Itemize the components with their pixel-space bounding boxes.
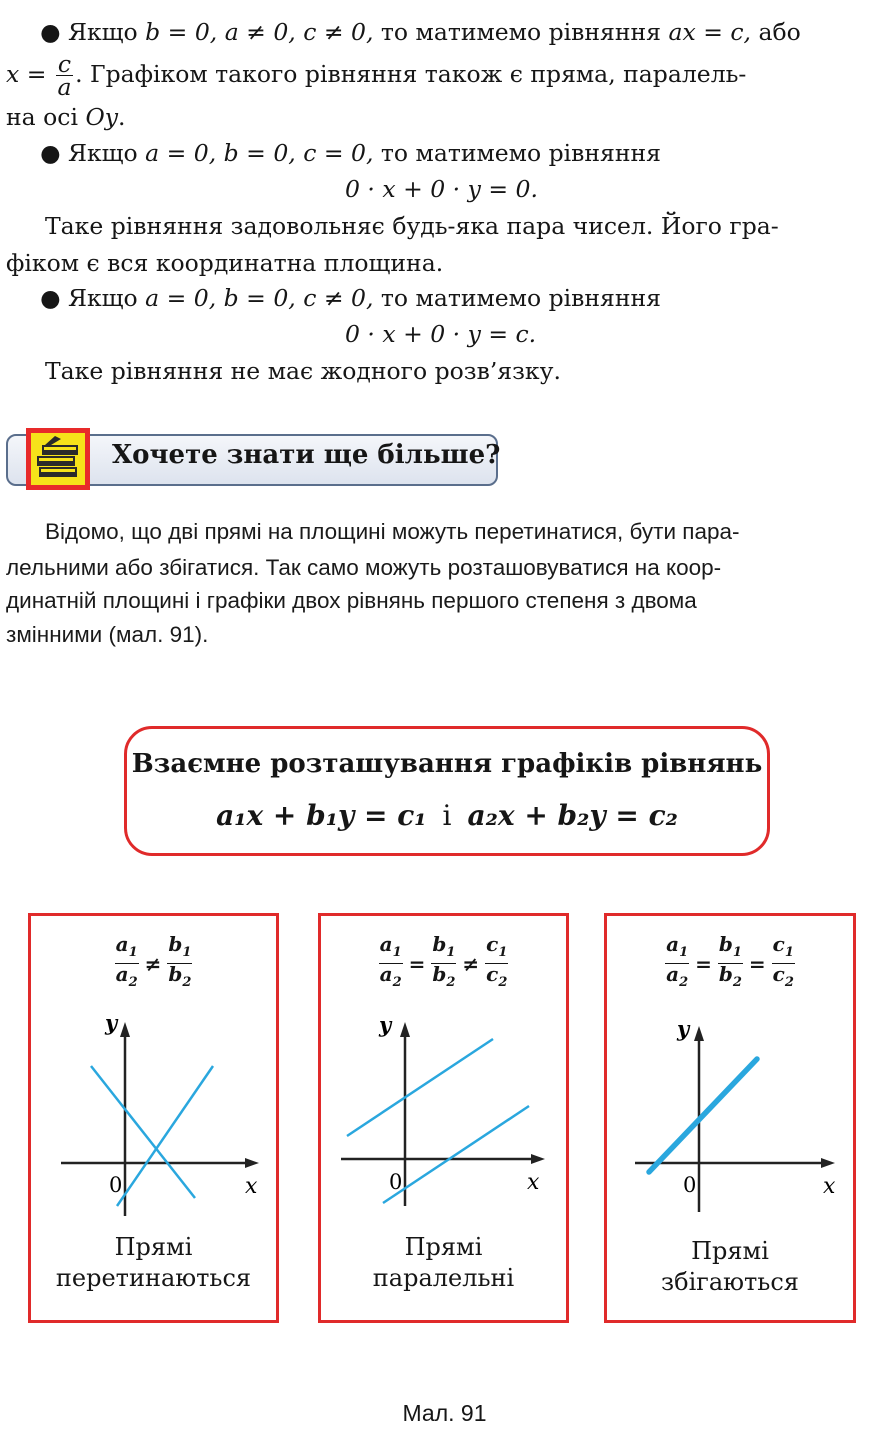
axis-x-label: x	[245, 1174, 258, 1199]
panel-caption	[321, 1232, 566, 1294]
caption-line-1: Прямі	[114, 1233, 193, 1261]
axis-y-label: y	[105, 1010, 118, 1035]
figure-caption: Мал. 91	[402, 1400, 487, 1426]
caption-line-1: Прямі	[691, 1237, 769, 1265]
origin-label: 0	[683, 1173, 697, 1197]
equation-left: a₁x + b₁y = c₁	[216, 799, 427, 832]
panel-condition: $\frac{a_1}{a_2}$ = $\frac{b_1}{b_2}$ = $\frac{c_1}{c_2}$	[666, 932, 794, 990]
info-line-1: Відомо, що дві прямі на площині можуть перетинатися, бути пара-	[45, 519, 740, 544]
text-span: то матимемо рівняння	[373, 139, 662, 167]
origin-label: 0	[389, 1170, 403, 1194]
books-icon	[26, 428, 90, 490]
bullet-line-1	[40, 18, 801, 46]
bullet-dot: ●	[40, 139, 61, 167]
math-condition: a = 0, b = 0, c ≠ 0,	[145, 284, 374, 312]
equation-1: 0 · x + 0 · y = 0.	[345, 175, 538, 203]
info-line-3: динатній площині і графіки двох рівнянь першого степеня з двома	[6, 588, 697, 613]
text-span: то матимемо рівняння	[373, 284, 662, 312]
panel-coinciding	[604, 913, 856, 1323]
panel-caption	[607, 1236, 853, 1298]
text-span: Якщо	[68, 139, 146, 167]
panel-condition: $\frac{a_1}{a_2}$ ≠ $\frac{b_1}{b_2}$	[115, 932, 192, 990]
origin-label: 0	[109, 1173, 123, 1197]
conjunction: і	[442, 799, 452, 832]
math-condition: a = 0, b = 0, c = 0,	[145, 139, 374, 167]
equation-right: a₂x + b₂y = c₂	[467, 799, 678, 832]
text-span: .	[118, 103, 126, 131]
numerator: c	[57, 50, 72, 78]
fraction-c-over-a	[56, 50, 73, 101]
caption-line-2: перетинаються	[55, 1264, 252, 1292]
axis-x-label: x	[527, 1170, 540, 1195]
bullet-dot: ●	[40, 18, 61, 46]
figure-equations	[127, 799, 767, 832]
figure-title-box	[124, 726, 770, 856]
banner-title: Хочете знати ще більше?	[112, 440, 501, 470]
paragraph-2: Таке рівняння не має жодного розв’язку.	[45, 357, 561, 385]
caption-line-2: паралельні	[372, 1264, 515, 1292]
line-1	[347, 1039, 493, 1136]
math-equation: ax = c,	[668, 18, 752, 46]
fraction-line	[6, 50, 747, 101]
text-span: Якщо	[68, 18, 146, 46]
text-span: на осі	[6, 103, 86, 131]
panel-caption	[31, 1232, 276, 1294]
condition-operator: ≠	[144, 951, 162, 976]
caption-line-2: збігаються	[661, 1268, 799, 1296]
text-span: Якщо	[68, 284, 146, 312]
denominator: a	[57, 73, 72, 101]
text-span: або	[751, 18, 801, 46]
books-icon-graphic	[31, 433, 85, 485]
text-span: то матимемо рівняння	[373, 18, 669, 46]
line-1	[91, 1066, 195, 1198]
axis-x-label: x	[823, 1174, 836, 1199]
bullet-line-2	[40, 139, 661, 167]
math-x: x =	[6, 60, 47, 88]
info-line-2: лельними або збігатися. Так само можуть розташовуватися на коор-	[6, 555, 722, 580]
condition-operator: =	[408, 951, 426, 976]
coinciding-lines	[649, 1059, 757, 1172]
condition-operator: =	[695, 951, 712, 976]
equation-2: 0 · x + 0 · y = c.	[345, 320, 537, 348]
condition-operator: =	[748, 951, 766, 976]
books-icon-background	[31, 433, 85, 485]
panel-intersecting	[28, 913, 279, 1323]
caption-line-1: Прямі	[404, 1233, 483, 1261]
math-condition: b = 0, a ≠ 0, c ≠ 0,	[145, 18, 374, 46]
panel-parallel	[318, 913, 569, 1323]
line-2	[117, 1066, 213, 1206]
paragraph-1-line-2: фіком є вся координатна площина.	[6, 249, 444, 277]
panel-condition: $\frac{a_1}{a_2}$ = $\frac{b_1}{b_2}$ ≠ $\frac{c_1}{c_2}$	[379, 932, 508, 990]
bullet-dot: ●	[40, 284, 61, 312]
condition-operator: ≠	[462, 951, 480, 976]
axis-y-label: y	[677, 1016, 690, 1041]
figure-title: Взаємне розташування графіків рівнянь	[131, 749, 763, 779]
info-line-4: змінними (мал. 91).	[6, 622, 209, 647]
axis-name: Oy	[85, 103, 118, 131]
line-3	[6, 103, 125, 131]
text-span: . Графіком такого рівняння також є пряма, паралель-	[75, 60, 747, 88]
axis-y-label: y	[379, 1012, 392, 1037]
paragraph-1-line-1: Таке рівняння задовольняє будь-яка пара чисел. Його гра-	[45, 212, 779, 240]
bullet-line-3	[40, 284, 661, 312]
